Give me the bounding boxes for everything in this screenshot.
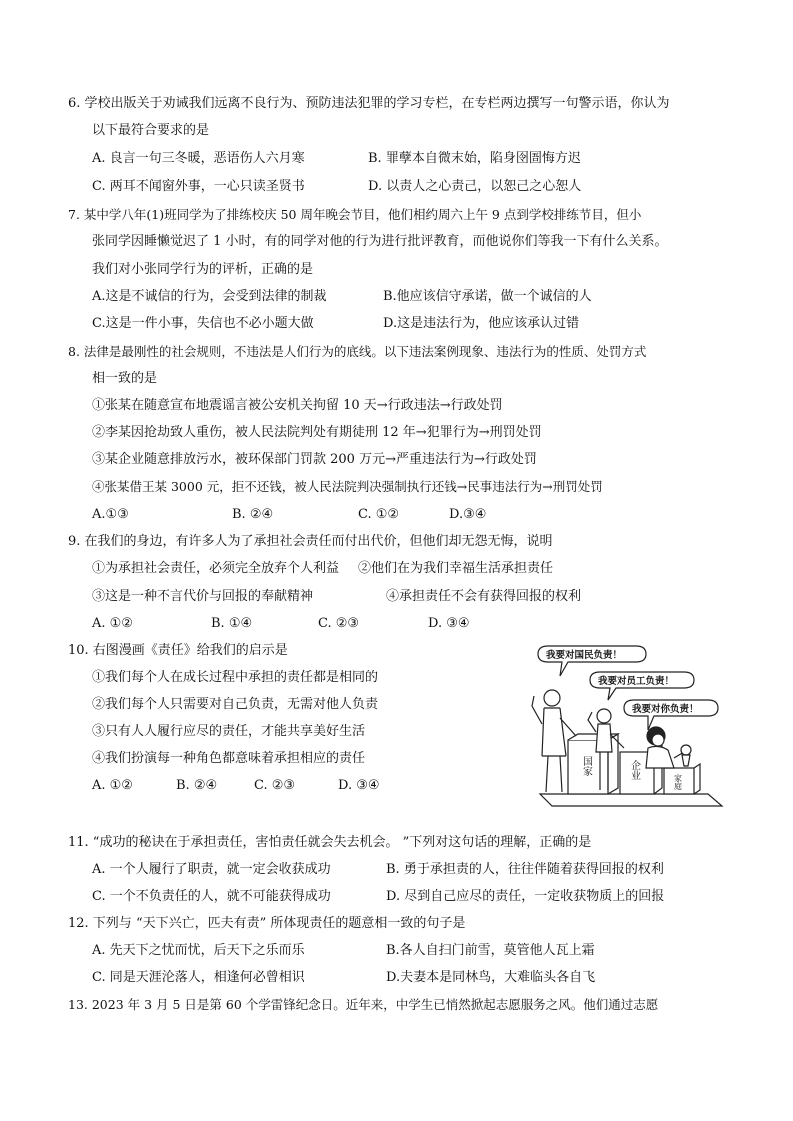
- q9-item-1: ①为承担社会责任，必须完全放弃个人利益: [92, 561, 340, 576]
- q7-option-b: B.他应该信守承诺，做一个诚信的人: [383, 289, 592, 304]
- q10-item-1: ①我们每个人在成长过程中承担的责任都是相同的: [92, 670, 379, 685]
- q9-item-2: ②他们在为我们幸福生活承担责任: [358, 561, 554, 576]
- q10-option-b: B. ②④: [176, 778, 218, 793]
- q8-option-c: C. ①②: [358, 507, 400, 522]
- q8-item-3: ③某企业随意排放污水，被环保部门罚款 200 万元→严重违法行为→行政处罚: [92, 452, 537, 467]
- q7-stem-line2: 张同学因睡懒觉迟了 1 小时，有的同学对他的行为进行批评教育，而他说你们等我一下有什么关系。: [92, 234, 668, 249]
- q12-option-d: D.夫妻本是同林鸟，大难临头各自飞: [386, 970, 596, 985]
- q7-stem-line3: 我们对小张同学行为的评析，正确的是: [92, 262, 314, 277]
- cartoon-bubble-3: 我要对你负责！: [632, 704, 699, 715]
- q10-option-c: C. ②③: [254, 778, 296, 793]
- q9-option-a: A. ①②: [92, 616, 133, 631]
- q9-item-3: ③这是一种不言代价与回报的奉献精神: [92, 589, 314, 604]
- cartoon-label-family: 家庭: [673, 774, 683, 790]
- q6-option-a: A. 良言一句三冬暖，恶语伤人六月寒: [92, 151, 305, 166]
- q10-item-2: ②我们每个人只需要对自己负责，无需对他人负责: [92, 697, 379, 712]
- q7-option-c: C.这是一件小事，失信也不必小题大做: [92, 316, 314, 331]
- q9-option-d: D. ③④: [428, 616, 470, 631]
- responsibility-cartoon: [508, 644, 740, 812]
- q11-option-a: A. 一个人履行了职责，就一定会收获成功: [92, 862, 331, 877]
- q8-item-4: ④张某借王某 3000 元，拒不还钱，被人民法院判决强制执行还钱→民事违法行为→刑罚处罚: [92, 479, 603, 494]
- q9-stem-line1: 9. 在我们的身边，有许多人为了承担社会责任而付出代价，但他们却无怨无悔，说明: [68, 534, 553, 549]
- cartoon-bubble-2: 我要对员工负责！: [598, 676, 675, 687]
- q8-stem-line1: 8. 法律是最刚性的社会规则，不违法是人们行为的底线。以下违法案例现象、违法行为的性质、处罚方式: [68, 344, 647, 359]
- q10-item-3: ③只有人人履行应尽的责任，才能共享美好生活: [92, 724, 366, 739]
- q12-option-c: C. 同是天涯沦落人，相逢何必曾相识: [92, 970, 305, 985]
- q8-stem-line2: 相一致的是: [92, 371, 158, 386]
- q6-option-c: C. 两耳不闻窗外事，一心只读圣贤书: [92, 179, 305, 194]
- q7-option-a: A.这是不诚信的行为，会受到法律的制裁: [92, 289, 327, 304]
- q10-stem-line1: 10. 右图漫画《责任》给我们的启示是: [68, 643, 288, 658]
- q9-option-b: B. ①④: [211, 616, 253, 631]
- q11-stem-line1: 11. “成功的秘诀在于承担责任，害怕责任就会失去机会。 ”下列对这句话的理解，正确的是: [68, 835, 592, 850]
- q12-option-a: A. 先天下之忧而忧，后天下之乐而乐: [92, 943, 305, 958]
- q6-stem-line1: 6. 学校出版关于劝诫我们远离不良行为、预防违法犯罪的学习专栏，在专栏两边撰写一句警示语，你认为: [68, 96, 670, 111]
- q8-option-d: D.③④: [449, 507, 487, 522]
- q10-item-4: ④我们扮演每一种角色都意味着承担相应的责任: [92, 751, 366, 766]
- q11-option-c: C. 一个不负责任的人，就不可能获得成功: [92, 889, 331, 904]
- q13-stem-line1: 13. 2023 年 3 月 5 日是第 60 个学雷锋纪念日。近年来，中学生已悄然掀起志愿服务之风。他们通过志愿: [68, 997, 659, 1012]
- q11-option-d: D. 尽到自己应尽的责任，一定收获物质上的回报: [386, 889, 665, 904]
- q7-stem-line1: 7. 某中学八年(1)班同学为了排练校庆 50 周年晚会节目，他们相约周六上午 9 点到学校排练节目，但小: [68, 207, 642, 222]
- q6-option-d: D. 以责人之心责己，以恕己之心恕人: [368, 179, 582, 194]
- q9-item-4: ④承担责任不会有获得回报的权利: [386, 589, 582, 604]
- q12-option-b: B.各人自扫门前雪，莫管他人瓦上霜: [386, 943, 595, 958]
- q10-option-a: A. ①②: [92, 778, 133, 793]
- q9-option-c: C. ②③: [318, 616, 360, 631]
- q6-stem-line2: 以下最符合要求的是: [92, 123, 210, 138]
- cartoon-label-country: 国家: [580, 756, 592, 776]
- q11-option-b: B. 勇于承担责的人，往往伴随着获得回报的权利: [386, 862, 664, 877]
- q7-option-d: D.这是违法行为，他应该承认过错: [383, 316, 580, 331]
- q8-item-1: ①张某在随意宣布地震谣言被公安机关拘留 10 天→行政违法→行政处罚: [92, 398, 503, 413]
- q6-option-b: B. 罪孽本自微末始，陷身囹圄悔方迟: [368, 151, 581, 166]
- q8-option-b: B. ②④: [232, 507, 274, 522]
- q12-stem-line1: 12. 下列与 “天下兴亡，匹夫有责” 所体现责任的题意相一致的句子是: [68, 916, 466, 931]
- cartoon-bubble-1: 我要对国民负责！: [546, 650, 623, 661]
- q10-option-d: D. ③④: [338, 778, 380, 793]
- q8-item-2: ②李某因抢劫致人重伤，被人民法院判处有期徒刑 12 年→犯罪行为→刑罚处罚: [92, 425, 542, 440]
- q8-option-a: A.①③: [92, 507, 129, 522]
- cartoon-label-enterprise: 企业: [628, 760, 640, 780]
